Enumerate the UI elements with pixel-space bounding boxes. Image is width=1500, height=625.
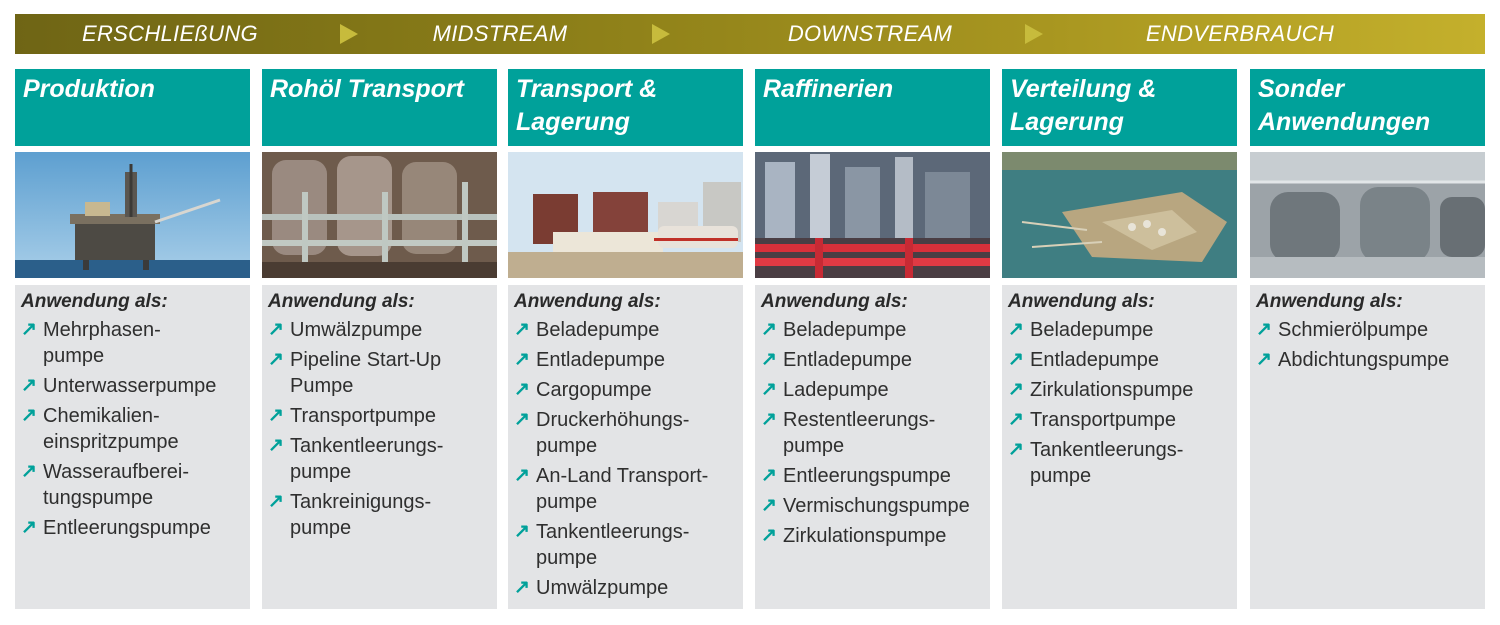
list-item [514, 575, 737, 601]
list-item [268, 489, 491, 541]
list-item [514, 463, 737, 515]
arrow-up-right-icon: ↗ [1008, 409, 1024, 430]
column-title: Verteilung & Lagerung [1002, 69, 1237, 146]
chevron-right-icon [1025, 24, 1043, 44]
arrow-up-right-icon: ↗ [514, 349, 530, 370]
arrow-up-right-icon: ↗ [268, 435, 284, 456]
stage-label: MIDSTREAM [432, 21, 568, 46]
list-item [1256, 347, 1479, 373]
list-item-label: Tankentleerungs- pumpe [290, 435, 444, 483]
list-item-label: Beladepumpe [783, 319, 907, 341]
list-item-label: Tankentleerungs- pumpe [536, 521, 690, 569]
stage-label: ENDVERBRAUCH [1145, 21, 1335, 46]
list-item-label: Beladepumpe [1030, 319, 1154, 341]
list-item-label: Wasseraufberei- tungspumpe [43, 461, 189, 509]
list-item-label: Zirkulationspumpe [1030, 379, 1194, 401]
list-item-label: Zirkulationspumpe [783, 525, 947, 547]
list-item [21, 515, 244, 541]
list-item [514, 377, 737, 403]
refinery-image [755, 152, 990, 278]
application-list [15, 285, 250, 609]
arrow-up-right-icon: ↗ [761, 349, 777, 370]
arrow-up-right-icon: ↗ [268, 349, 284, 370]
list-item [761, 463, 984, 489]
list-item-label: Umwälzpumpe [536, 577, 669, 599]
arrow-up-right-icon: ↗ [268, 491, 284, 512]
column-3 [755, 69, 990, 609]
list-item [761, 407, 984, 459]
list-item [1008, 377, 1231, 403]
list-item-label: Mehrphasen- pumpe [43, 319, 161, 367]
list-item [514, 347, 737, 373]
list-heading: Anwendung als: [514, 291, 661, 312]
arrow-up-right-icon: ↗ [514, 465, 530, 486]
list-item-label: Chemikalien- einspritzpumpe [43, 405, 179, 453]
list-item [268, 317, 491, 343]
list-item-label: Abdichtungspumpe [1278, 349, 1450, 371]
list-item-label: Pipeline Start-Up Pumpe [290, 349, 442, 397]
list-item [514, 317, 737, 343]
list-item [761, 347, 984, 373]
arrow-up-right-icon: ↗ [761, 319, 777, 340]
list-item-label: Cargopumpe [536, 379, 652, 401]
arrow-up-right-icon: ↗ [514, 379, 530, 400]
list-item [268, 433, 491, 485]
arrow-up-right-icon: ↗ [514, 319, 530, 340]
industrial-pumps-image [1250, 152, 1485, 278]
pipeline-plant-image [262, 152, 497, 278]
list-item [21, 403, 244, 455]
list-item-label: Vermischungspumpe [783, 495, 970, 517]
list-heading: Anwendung als: [761, 291, 908, 312]
arrow-up-right-icon: ↗ [1008, 319, 1024, 340]
list-heading: Anwendung als: [1256, 291, 1403, 312]
application-list [1002, 285, 1237, 609]
list-heading: Anwendung als: [268, 291, 415, 312]
value-chain-bar [15, 14, 1485, 54]
list-item [761, 523, 984, 549]
list-item-label: An-Land Transport- pumpe [536, 465, 709, 513]
chevron-right-icon [340, 24, 358, 44]
list-item [1008, 347, 1231, 373]
arrow-up-right-icon: ↗ [21, 461, 37, 482]
list-item [761, 377, 984, 403]
list-heading: Anwendung als: [1008, 291, 1155, 312]
list-item [761, 493, 984, 519]
column-title: Raffinerien [755, 69, 990, 146]
arrow-up-right-icon: ↗ [1008, 439, 1024, 460]
list-item [1256, 317, 1479, 343]
arrow-up-right-icon: ↗ [268, 405, 284, 426]
column-5 [1250, 69, 1485, 609]
list-item-label: Tankentleerungs- pumpe [1030, 439, 1184, 487]
arrow-up-right-icon: ↗ [761, 465, 777, 486]
list-item-label: Entleerungspumpe [43, 517, 211, 539]
arrow-up-right-icon: ↗ [1008, 379, 1024, 400]
arrow-up-right-icon: ↗ [1256, 349, 1272, 370]
list-item-label: Druckerhöhungs- pumpe [536, 409, 690, 457]
list-item-label: Entladepumpe [1030, 349, 1159, 371]
arrow-up-right-icon: ↗ [761, 495, 777, 516]
arrow-up-right-icon: ↗ [21, 517, 37, 538]
arrow-up-right-icon: ↗ [761, 379, 777, 400]
list-item-label: Transportpumpe [290, 405, 436, 427]
arrow-up-right-icon: ↗ [1256, 319, 1272, 340]
list-item-label: Schmierölpumpe [1278, 319, 1429, 341]
application-list [508, 285, 743, 609]
list-item [1008, 317, 1231, 343]
list-item-label: Entladepumpe [783, 349, 912, 371]
stage-label: DOWNSTREAM [787, 21, 953, 46]
list-item-label: Umwälzpumpe [290, 319, 423, 341]
arrow-up-right-icon: ↗ [21, 375, 37, 396]
offshore-oil-platform-image [15, 152, 250, 278]
application-list [755, 285, 990, 609]
arrow-up-right-icon: ↗ [761, 525, 777, 546]
list-item-label: Ladepumpe [783, 379, 889, 401]
arrow-up-right-icon: ↗ [21, 405, 37, 426]
storage-tanks-truck-image [508, 152, 743, 278]
list-item-label: Entleerungspumpe [783, 465, 951, 487]
column-title: Transport & Lagerung [508, 69, 743, 146]
stage-label: ERSCHLIEßUNG [82, 21, 258, 46]
application-list [262, 285, 497, 609]
list-item [514, 519, 737, 571]
list-item-label: Beladepumpe [536, 319, 660, 341]
list-item-label: Tankreinigungs- pumpe [290, 491, 432, 539]
list-item [514, 407, 737, 459]
column-1 [262, 69, 497, 609]
list-item [761, 317, 984, 343]
list-item-label: Entladepumpe [536, 349, 665, 371]
list-item [21, 459, 244, 511]
arrow-up-right-icon: ↗ [514, 577, 530, 598]
coastal-tank-farm-image [1002, 152, 1237, 278]
column-2 [508, 69, 743, 609]
column-0 [15, 69, 250, 609]
arrow-up-right-icon: ↗ [514, 521, 530, 542]
list-item-label: Transportpumpe [1030, 409, 1176, 431]
application-list [1250, 285, 1485, 609]
column-title: Rohöl Transport [262, 69, 497, 146]
list-item [1008, 437, 1231, 489]
column-4 [1002, 69, 1237, 609]
list-item [268, 347, 491, 399]
list-heading: Anwendung als: [21, 291, 168, 312]
arrow-up-right-icon: ↗ [1008, 349, 1024, 370]
list-item [21, 317, 244, 369]
arrow-up-right-icon: ↗ [21, 319, 37, 340]
list-item-label: Restentleerungs- pumpe [783, 409, 936, 457]
arrow-up-right-icon: ↗ [268, 319, 284, 340]
list-item [1008, 407, 1231, 433]
arrow-up-right-icon: ↗ [761, 409, 777, 430]
column-title: Produktion [15, 69, 250, 146]
arrow-up-right-icon: ↗ [514, 409, 530, 430]
list-item [21, 373, 244, 399]
list-item [268, 403, 491, 429]
list-item-label: Unterwasserpumpe [43, 375, 217, 397]
chevron-right-icon [652, 24, 670, 44]
column-title: Sonder Anwendungen [1250, 69, 1485, 146]
